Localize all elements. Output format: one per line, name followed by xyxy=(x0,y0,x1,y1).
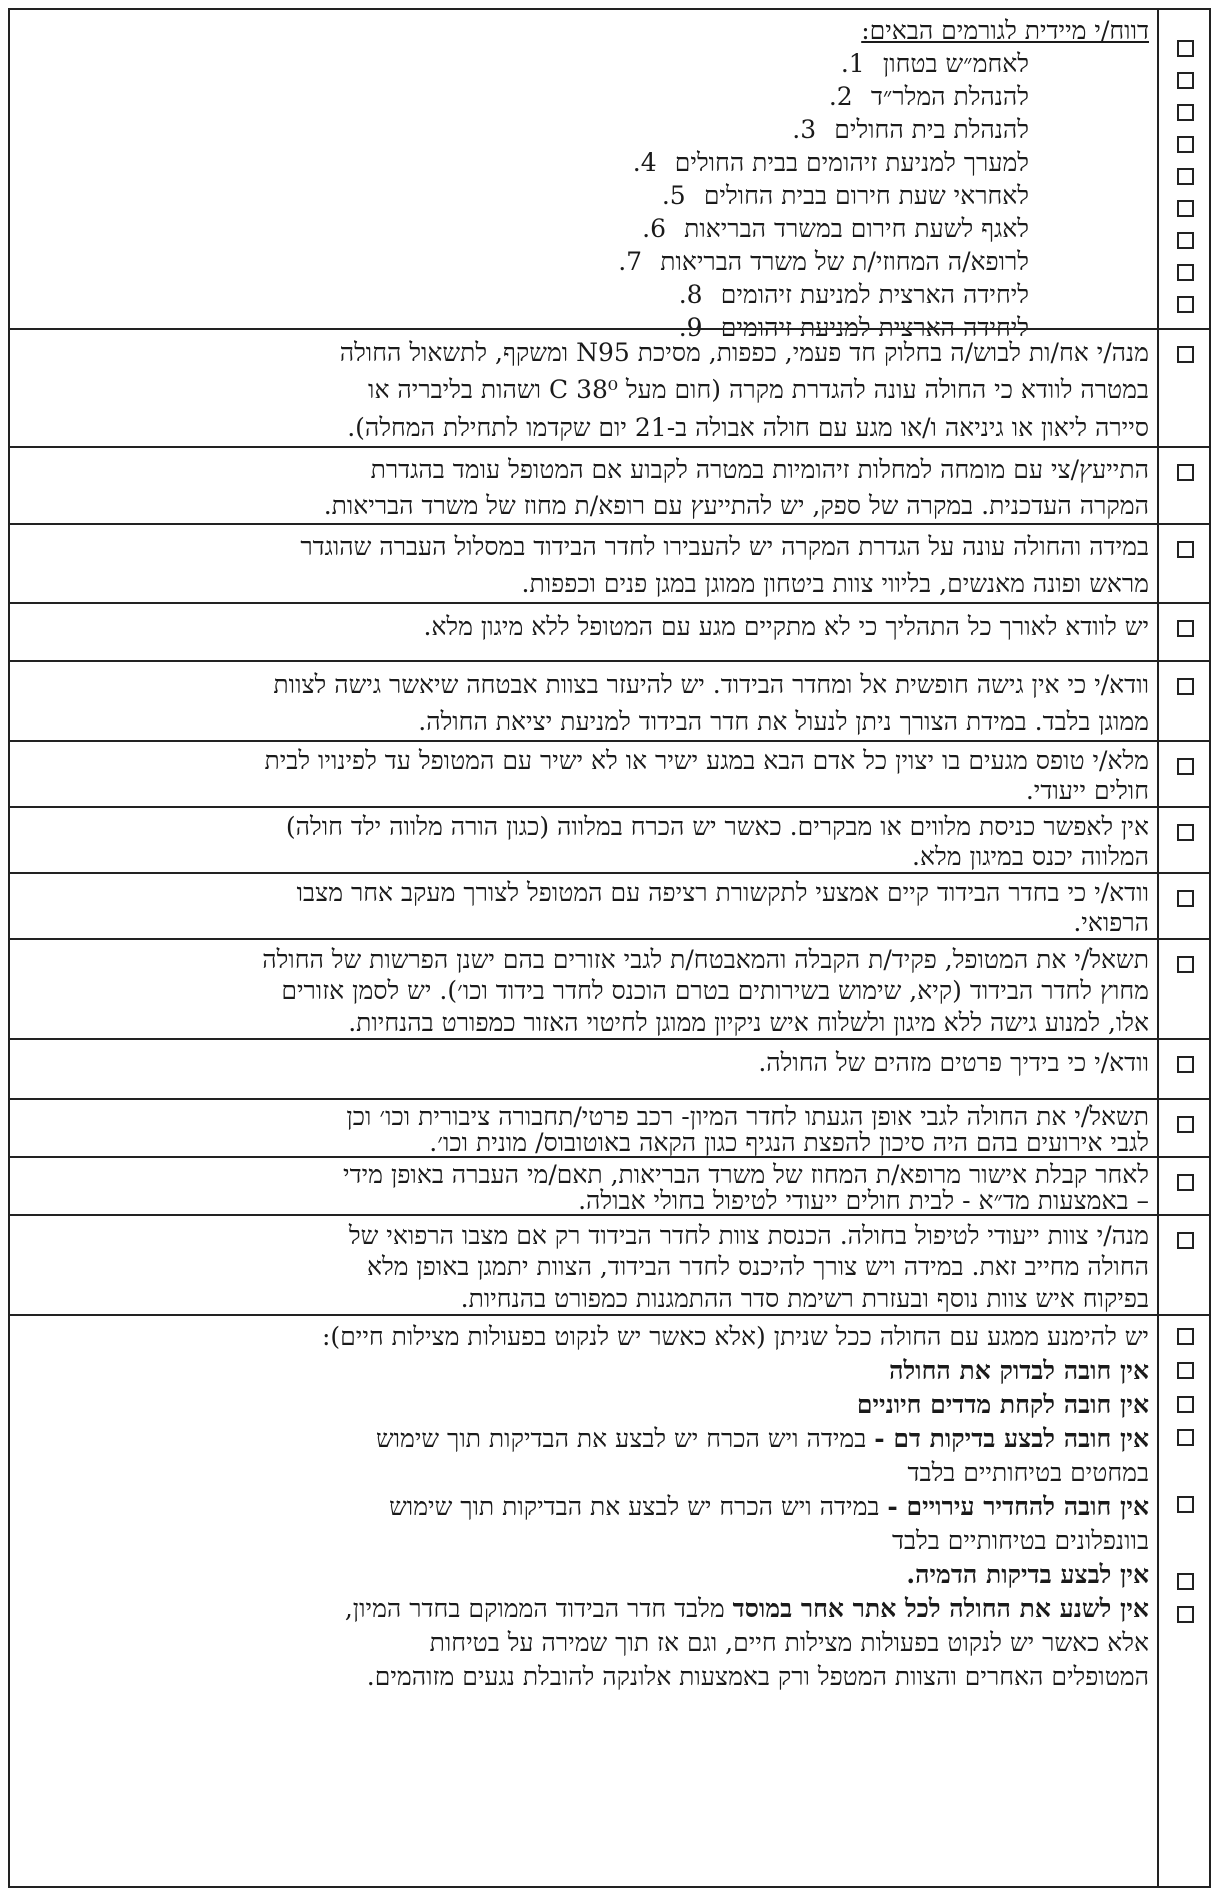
checkbox[interactable] xyxy=(1177,168,1194,185)
checkbox[interactable] xyxy=(1177,1328,1194,1345)
item-number: 1. xyxy=(840,49,865,78)
row-text xyxy=(20,1104,1149,1156)
checklist-row xyxy=(10,10,1209,342)
bold-text: אין לשנע את החולה לכל אתר אחר במוסד xyxy=(732,1594,1149,1623)
checkbox[interactable] xyxy=(1177,136,1194,153)
text-line xyxy=(20,1490,1149,1524)
checkbox[interactable] xyxy=(1177,620,1194,637)
text-line: וודא/י כי אין גישה חופשית אל ומחדר הבידוד. יש להיעזר בצוות אבטחה שיאשר גישה לצוות xyxy=(273,670,1149,699)
item-text: לאחראי שעת חירום בבית החולים xyxy=(703,181,1029,210)
row-text xyxy=(20,529,1149,602)
text-line: יש להימנע ממגע עם החולה ככל שניתן (אלא כאשר יש לנקוט בפעולות מצילות חיים): xyxy=(322,1322,1149,1351)
checkbox[interactable] xyxy=(1177,758,1194,775)
checkbox[interactable] xyxy=(1177,956,1194,973)
checkbox[interactable] xyxy=(1177,464,1194,481)
text-line: יש לוודא לאורך כל התהליך כי לא מתקיים מגע עם המטופל ללא מיגון מלא. xyxy=(423,612,1149,641)
checkbox[interactable] xyxy=(1177,346,1194,363)
row-text xyxy=(20,608,1149,646)
item-text: ליחידה הארצית למניעת זיהומים xyxy=(720,280,1029,309)
checkbox[interactable] xyxy=(1177,1496,1194,1513)
text-line: המטופלים האחרים והצוות המטפל ורק באמצעות אלונקה להובלת נגעים מזוהמים. xyxy=(366,1662,1149,1691)
checkbox[interactable] xyxy=(1177,1174,1194,1191)
text-line: בוונפלונים בטיחותיים בלבד xyxy=(891,1526,1149,1555)
text-line: התייעץ/צי עם מומחה למחלות זיהומיות במטרה לקבוע אם המטופל עומד בהגדרת xyxy=(370,455,1149,484)
report-item xyxy=(20,212,1149,245)
plain-text: במידה ויש הכרח יש לבצע את הבדיקות תוך שימוש xyxy=(389,1492,888,1521)
text-line: המלווה יכנס במיגון מלא. xyxy=(912,842,1149,871)
row-text xyxy=(20,1044,1149,1082)
text-line: במטרה לוודא כי החולה עונה להגדרת מקרה (חום מעל 38⁰ C ושהות בליבריה או xyxy=(368,375,1149,405)
item-text: ליחידה הארצית למניעת זיהומים xyxy=(720,313,1029,342)
report-item xyxy=(20,113,1149,146)
checkbox[interactable] xyxy=(1177,1116,1194,1133)
checkbox[interactable] xyxy=(1177,678,1194,695)
row-text xyxy=(20,666,1149,740)
item-text: להנהלת המלר״ד xyxy=(870,82,1029,111)
checklist-row xyxy=(10,1214,1209,1316)
checkbox[interactable] xyxy=(1177,1573,1194,1590)
checklist-row xyxy=(10,1156,1209,1216)
text-line: מלא/י טופס מגעים בו יצוין כל אדם הבא במגע ישיר או לא ישיר עם המטופל עד לפינויו לבית xyxy=(264,746,1149,775)
report-item xyxy=(20,179,1149,212)
item-text: למערך למניעת זיהומים בבית החולים xyxy=(674,148,1029,177)
checklist-row xyxy=(10,446,1209,525)
text-line: תשאל/י את המטופל, פקיד/ת הקבלה והמאבטח/ת לגבי אזורים בהם ישנן הפרשות של החולה xyxy=(262,945,1149,974)
checkbox[interactable] xyxy=(1177,264,1194,281)
text-line xyxy=(20,1422,1149,1456)
section-title: דווח/י מיידית לגורמים הבאים: xyxy=(861,16,1149,45)
item-number: 5. xyxy=(661,181,686,210)
report-item xyxy=(20,146,1149,179)
row-text xyxy=(20,944,1149,1038)
plain-text: מלבד חדר הבידוד הממוקם בחדר המיון, xyxy=(344,1594,733,1623)
item-number: 4. xyxy=(632,148,657,177)
checkbox[interactable] xyxy=(1177,232,1194,249)
row-text xyxy=(20,1162,1149,1214)
item-number: 2. xyxy=(828,82,853,111)
checkbox[interactable] xyxy=(1177,1396,1194,1413)
text-line: הרפואי. xyxy=(1073,908,1149,937)
text-line: לגבי אירועים בהם היה סיכון להפצת הנגיף כגון הקאה באוטובוס/ מונית וכו׳. xyxy=(429,1128,1149,1157)
checkbox[interactable] xyxy=(1177,1429,1194,1446)
text-line: מנה/י אח/ות לבוש/ה בחלוק חד פעמי, כפפות, מסיכת N95 ומשקף, לתשאול החולה xyxy=(339,338,1149,367)
text-line: תשאל/י את החולה לגבי אופן הגעתו לחדר המיון- רכב פרטי/תחבורה ציבורית וכו׳ וכן xyxy=(346,1102,1149,1131)
text-line: מראש ופונה מאנשים, בליווי צוות ביטחון ממוגן במגן פנים וכפפות. xyxy=(521,568,1149,598)
item-number: 7. xyxy=(618,247,643,276)
row-text xyxy=(20,334,1149,446)
checkbox[interactable] xyxy=(1177,1606,1194,1623)
checklist-row xyxy=(10,1038,1209,1100)
bold-text: אין חובה לבצע בדיקות דם - xyxy=(874,1424,1149,1453)
row-text xyxy=(20,1320,1149,1694)
text-line: מנה/י צוות ייעודי לטיפול בחולה. הכנסת צוות לחדר הבידוד רק אם מצבו הרפואי של xyxy=(348,1221,1149,1250)
text-line: אין חובה לבדוק את החולה xyxy=(889,1356,1149,1385)
text-line: – באמצעות מד״א - לבית חולים ייעודי לטיפול בחולי אבולה. xyxy=(578,1186,1149,1215)
text-line: סיירה ליאון או גיניאה ו/או מגע עם חולה אבולה ב-21 יום שקדמו לתחילת המחלה). xyxy=(347,412,1149,442)
row-text xyxy=(20,14,1149,344)
checklist-row xyxy=(10,1098,1209,1158)
text-line: במידה והחולה עונה על הגדרת המקרה יש להעבירו לחדר הבידוד במסלול העברה שהוגדר xyxy=(300,532,1149,561)
bold-text: אין חובה להחדיר עירויים - xyxy=(887,1492,1149,1521)
checklist-row xyxy=(10,602,1209,662)
item-text: לרופא/ה המחוזי/ת של משרד הבריאות xyxy=(660,247,1029,276)
text-line: המקרה העדכנית. במקרה של ספק, יש להתייעץ עם רופא/ת מחוז של משרד הבריאות. xyxy=(323,490,1149,520)
checkbox[interactable] xyxy=(1177,72,1194,89)
plain-text: במידה ויש הכרח יש לבצע את הבדיקות תוך שימוש xyxy=(375,1424,875,1453)
text-line: לאחר קבלת אישור מרופא/ת המחוז של משרד הבריאות, תאם/מי העברה באופן מידי xyxy=(343,1160,1149,1189)
item-text: לאחמ״ש בטחון xyxy=(882,49,1029,78)
report-item xyxy=(20,245,1149,278)
checkbox[interactable] xyxy=(1177,1362,1194,1379)
checklist-row xyxy=(10,660,1209,742)
text-line: ממוגן בלבד. במידת הצורך ניתן לנעול את חדר הבידוד למניעת יציאת החולה. xyxy=(418,707,1149,736)
text-line: וודא/י כי בידיך פרטים מזהים של החולה. xyxy=(758,1048,1149,1077)
text-line: בפיקוח איש צוות נוסף ובעזרת רשימת סדר ההתמגנות כמפורט בהנחיות. xyxy=(460,1283,1149,1313)
text-line: החולה מחייב זאת. במידה ויש צורך להיכנס לחדר הבידוד, הצוות יתמגן באופן מלא xyxy=(366,1252,1149,1282)
checklist-row xyxy=(10,872,1209,940)
text-line: במחטים בטיחותיים בלבד xyxy=(907,1458,1149,1487)
checklist-table xyxy=(8,8,1211,1888)
item-number: 6. xyxy=(642,214,666,243)
text-line: אין חובה לקחת מדדים חיוניים xyxy=(856,1390,1149,1419)
checkbox[interactable] xyxy=(1177,1232,1194,1249)
checkbox[interactable] xyxy=(1177,824,1194,841)
checklist-row xyxy=(10,1314,1209,1888)
report-item xyxy=(20,278,1149,311)
item-text: להנהלת בית החולים xyxy=(834,115,1029,144)
item-text: לאגף לשעת חירום במשרד הבריאות xyxy=(684,214,1029,243)
text-line: וודא/י כי בחדר הבידוד קיים אמצעי לתקשורת רציפה עם המטופל לצורך מעקב אחר מצבו xyxy=(296,878,1149,907)
item-number: 9. xyxy=(678,313,703,342)
checkbox[interactable] xyxy=(1177,541,1194,558)
report-item xyxy=(20,80,1149,113)
row-text xyxy=(20,746,1149,806)
checkbox[interactable] xyxy=(1177,1056,1194,1073)
item-number: 3. xyxy=(792,115,817,144)
checkbox[interactable] xyxy=(1177,200,1194,217)
checkbox[interactable] xyxy=(1177,104,1194,121)
text-line: אין לבצע בדיקות הדמיה. xyxy=(906,1560,1149,1589)
text-line: אלא כאשר יש לנקוט בפעולות מצילות חיים, וגם אז תוך שמירה על בטיחות xyxy=(429,1628,1149,1657)
row-text xyxy=(20,812,1149,872)
text-line: אלו, למנוע גישה ללא מיגון ולשלוח איש ניקיון ממוגן לחיטוי האזור כמפורט בהנחיות. xyxy=(348,1007,1149,1037)
checklist-row xyxy=(10,938,1209,1040)
checkbox[interactable] xyxy=(1177,296,1194,313)
report-item xyxy=(20,47,1149,80)
checklist-row xyxy=(10,328,1209,448)
text-line: אין לאפשר כניסת מלווים או מבקרים. כאשר יש הכרח במלווה (כגון הורה מלווה ילד חולה) xyxy=(285,812,1149,841)
text-line: מחוץ לחדר הבידוד (קיא, שימוש בשירותים בטרם הוכנס לחדר בידוד וכו׳). יש לסמן אזורים xyxy=(281,976,1149,1006)
row-text xyxy=(20,878,1149,938)
checkbox[interactable] xyxy=(1177,890,1194,907)
checkbox[interactable] xyxy=(1177,40,1194,57)
text-line: חולים ייעודי. xyxy=(1025,776,1149,805)
item-number: 8. xyxy=(678,280,703,309)
checklist-row xyxy=(10,806,1209,874)
checklist-row xyxy=(10,740,1209,808)
row-text xyxy=(20,1220,1149,1314)
row-text xyxy=(20,452,1149,523)
checklist-row xyxy=(10,523,1209,604)
text-line xyxy=(20,1592,1149,1626)
